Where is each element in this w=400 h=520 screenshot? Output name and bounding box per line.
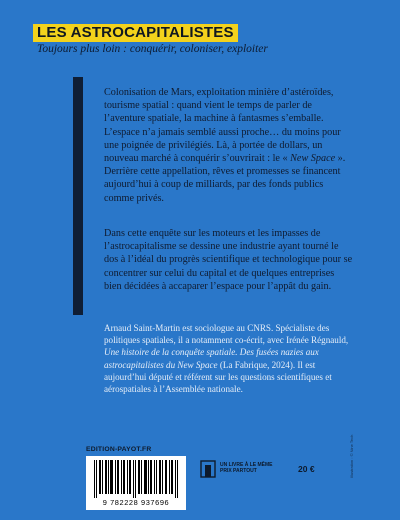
blurb-paragraph-1-end: ». Derrière cette appellation, rêves et promesses se financent aujourd’hui à coup de milliards, par des fonds publics comme privés. <box>104 153 346 204</box>
vertical-accent-bar <box>73 77 83 315</box>
barcode-icon <box>92 460 180 498</box>
previous-book-title: Une histoire de la conquête spatiale. Des fusées nazies aux astrocapitalistes du New Space <box>104 347 319 370</box>
book-price-label-icon <box>200 460 216 478</box>
isbn-barcode <box>86 456 186 510</box>
single-price-label: UN LIVRE À LE MÊME PRIX PARTOUT <box>220 462 273 474</box>
blurb-paragraph-1 <box>104 86 354 205</box>
publisher-url: EDITION-PAYOT.FR <box>86 446 152 453</box>
book-subtitle: Toujours plus loin : conquérir, coloniser, exploiter <box>37 43 268 55</box>
blurb-paragraph-2: Dans cette enquête sur les moteurs et les impasses de l’astrocapitalisme se dessine une industrie ayant tourné le dos à l’idéal du progrès scientifique et technologique pour se concentrer sur celui du capital et de quelques entreprises bien décidées à accaparer l’espace pour l’appât du gain. <box>104 228 353 292</box>
author-bio-start: Arnaud Saint-Martin est sociologue au CNRS. Spécialiste des politiques spatiales, il a notamment co-écrit, avec Irénée Régnauld, <box>104 323 349 346</box>
isbn-number: 9 782228 937696 <box>102 498 170 507</box>
author-bio-end: (La Fabrique, 2024). Il est aujourd’hui député et référent sur les questions scientifiques et aérospatiales à l’Assemblée nationale. <box>104 359 332 395</box>
new-space-term: New Space <box>287 153 338 165</box>
price: 20 € <box>298 464 315 474</box>
blurb-paragraph-1-start: Colonisation de Mars, exploitation minière d’astéroïdes, tourisme spatial : quand vient le temps de parler de l’aventure spatiale, la machine à fantasmes s’emballe. L’espace n’a jamais semblé aussi proche… du moins pour une poignée de privilégiés. Là, à portée de dollars, un nouveau marché à conquérir s’ouvrirait : le « <box>104 87 341 165</box>
author-bio <box>104 322 354 395</box>
illustration-credit: Illustration : © Nine Tech <box>349 434 354 478</box>
book-title: LES ASTROCAPITALISTES <box>33 24 238 42</box>
